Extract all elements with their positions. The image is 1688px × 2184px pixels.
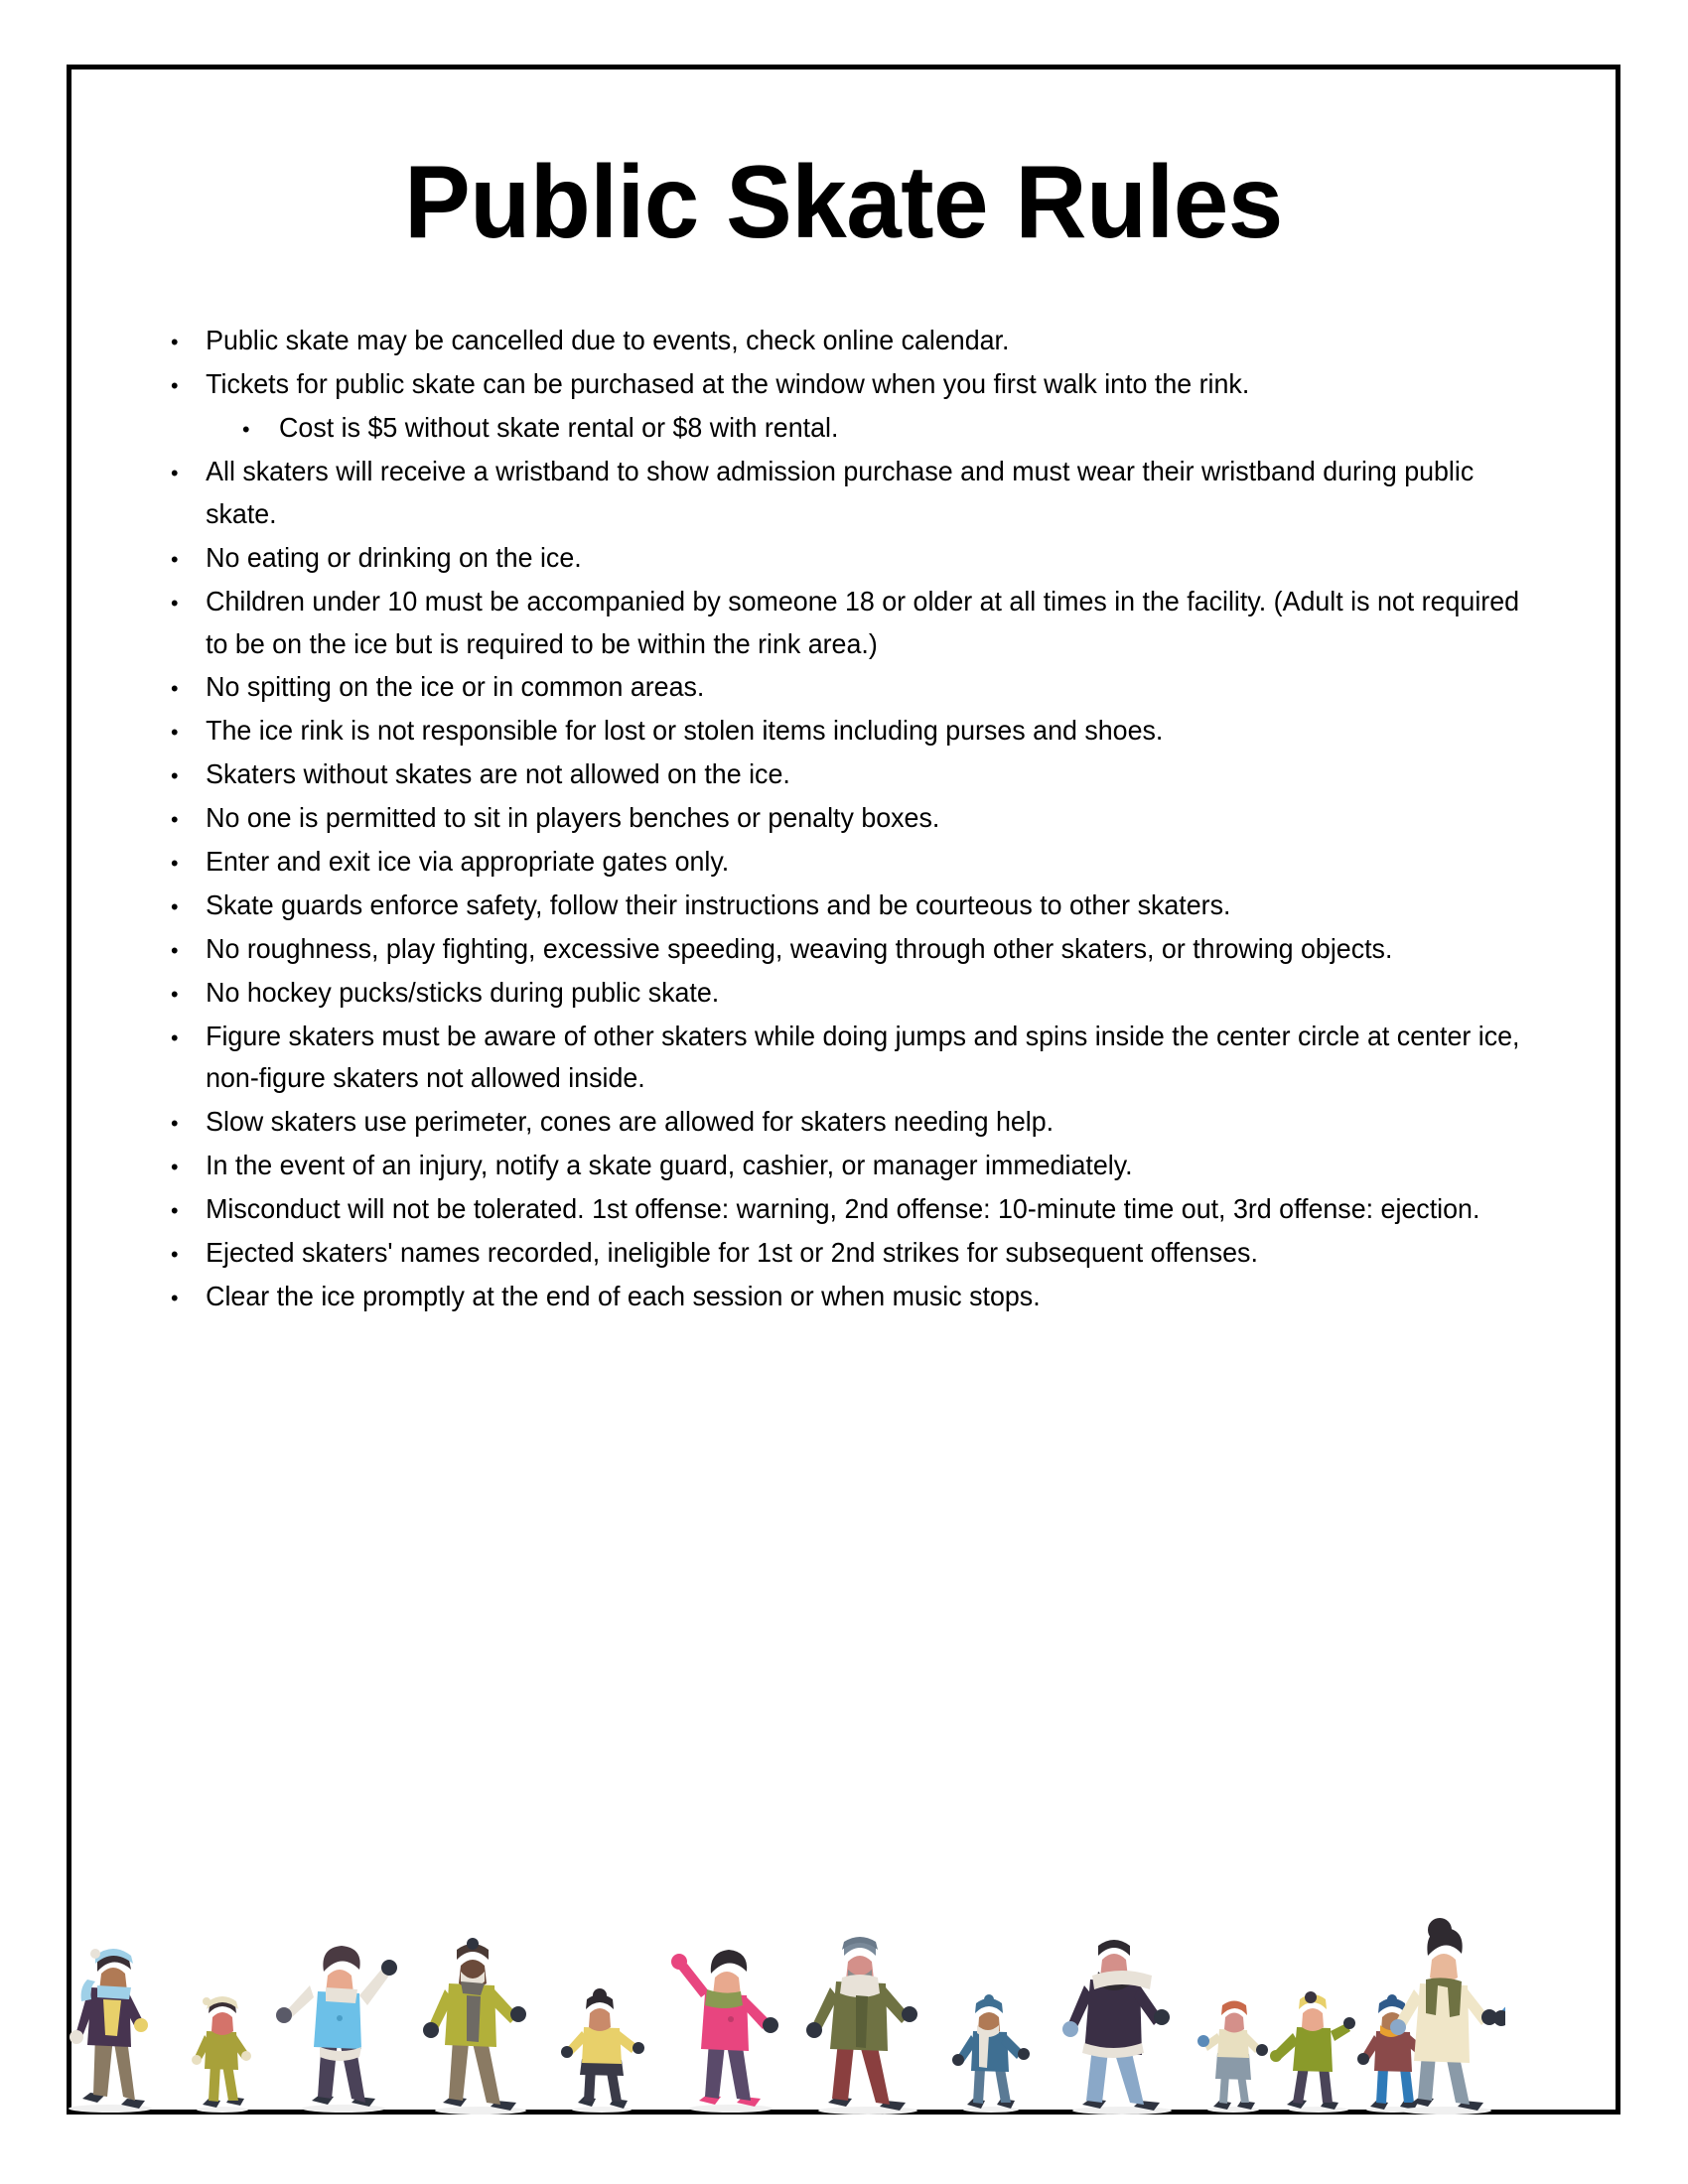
rule-item xyxy=(171,1232,1537,1275)
rule-text: Children under 10 must be accompanied by someone 18 or older at all times in the facility. (Adult is not required to be on the ice but is required to be within the rink area.) xyxy=(206,585,1520,659)
bullet-icon xyxy=(171,710,206,752)
rule-item xyxy=(171,363,1537,406)
rule-text: Slow skaters use perimeter, cones are allowed for skaters needing help. xyxy=(206,1106,1055,1138)
rule-text: Public skate may be cancelled due to events, check online calendar. xyxy=(206,325,1010,356)
rule-text: Figure skaters must be aware of other skaters while doing jumps and spins inside the center circle at center ice, non-figure skaters not allowed inside. xyxy=(206,1020,1520,1094)
bullet-icon xyxy=(171,581,206,623)
rule-item xyxy=(171,581,1537,666)
page-title: Public Skate Rules xyxy=(404,145,1283,260)
rule-text: Cost is $5 without skate rental or $8 with rental. xyxy=(279,412,839,444)
rule-item xyxy=(171,710,1537,752)
rule-text: No eating or drinking on the ice. xyxy=(206,541,582,573)
bullet-icon xyxy=(242,407,277,450)
bullet-icon xyxy=(171,537,206,580)
rules-list xyxy=(71,320,1616,1317)
rule-text: Enter and exit ice via appropriate gates only. xyxy=(206,846,730,877)
rule-item xyxy=(171,753,1537,796)
bullet-icon xyxy=(171,320,206,362)
bullet-icon xyxy=(171,885,206,927)
rule-item xyxy=(171,1101,1537,1144)
rule-text: Clear the ice promptly at the end of each session or when music stops. xyxy=(206,1280,1041,1311)
rule-item xyxy=(171,841,1537,884)
rule-text: Skaters without skates are not allowed on the ice. xyxy=(206,758,790,790)
rule-item xyxy=(171,1188,1537,1231)
bullet-icon xyxy=(171,666,206,709)
rule-text: Skate guards enforce safety, follow their instructions and be courteous to other skaters. xyxy=(206,888,1231,920)
bullet-icon xyxy=(171,1145,206,1187)
rule-item xyxy=(171,797,1537,840)
bullet-icon xyxy=(171,1188,206,1231)
rule-text: No hockey pucks/sticks during public skate. xyxy=(206,976,720,1008)
bullet-icon xyxy=(171,841,206,884)
rule-item xyxy=(171,928,1537,971)
rule-text: Ejected skaters' names recorded, ineligible for 1st or 2nd strikes for subsequent offenses. xyxy=(206,1237,1258,1269)
rule-item xyxy=(171,320,1537,362)
rule-item xyxy=(171,451,1537,536)
ice-skaters-illustration xyxy=(36,1914,1505,2122)
rule-item xyxy=(171,972,1537,1015)
bullet-icon xyxy=(171,972,206,1015)
rule-text: Tickets for public skate can be purchased at the window when you first walk into the rink. xyxy=(206,368,1250,400)
rule-text: No roughness, play fighting, excessive speeding, weaving through other skaters, or throwing objects. xyxy=(206,932,1393,964)
rule-item xyxy=(242,407,1539,450)
bullet-icon xyxy=(171,363,206,406)
bullet-icon xyxy=(171,451,206,493)
rule-text: All skaters will receive a wristband to show admission purchase and must wear their wristband during public skate. xyxy=(206,455,1475,529)
rule-item xyxy=(171,666,1537,709)
poster-content xyxy=(71,69,1616,2110)
rule-item xyxy=(171,1016,1537,1101)
rule-text: No spitting on the ice or in common areas. xyxy=(206,671,705,703)
rule-text: No one is permitted to sit in players benches or penalty boxes. xyxy=(206,802,940,834)
bullet-icon xyxy=(171,1016,206,1058)
rule-item xyxy=(171,537,1537,580)
bullet-icon xyxy=(171,1232,206,1275)
rule-item xyxy=(171,1145,1537,1187)
bullet-icon xyxy=(171,928,206,971)
rule-item xyxy=(171,1276,1537,1318)
bullet-icon xyxy=(171,1276,206,1318)
bullet-icon xyxy=(171,753,206,796)
bullet-icon xyxy=(171,797,206,840)
rule-item xyxy=(171,885,1537,927)
rule-text: In the event of an injury, notify a skate guard, cashier, or manager immediately. xyxy=(206,1150,1133,1181)
rule-text: Misconduct will not be tolerated. 1st offense: warning, 2nd offense: 10-minute time out, 3rd offense: ejection. xyxy=(206,1193,1480,1225)
rule-text: The ice rink is not responsible for lost or stolen items including purses and shoes. xyxy=(206,715,1164,747)
bullet-icon xyxy=(171,1101,206,1144)
